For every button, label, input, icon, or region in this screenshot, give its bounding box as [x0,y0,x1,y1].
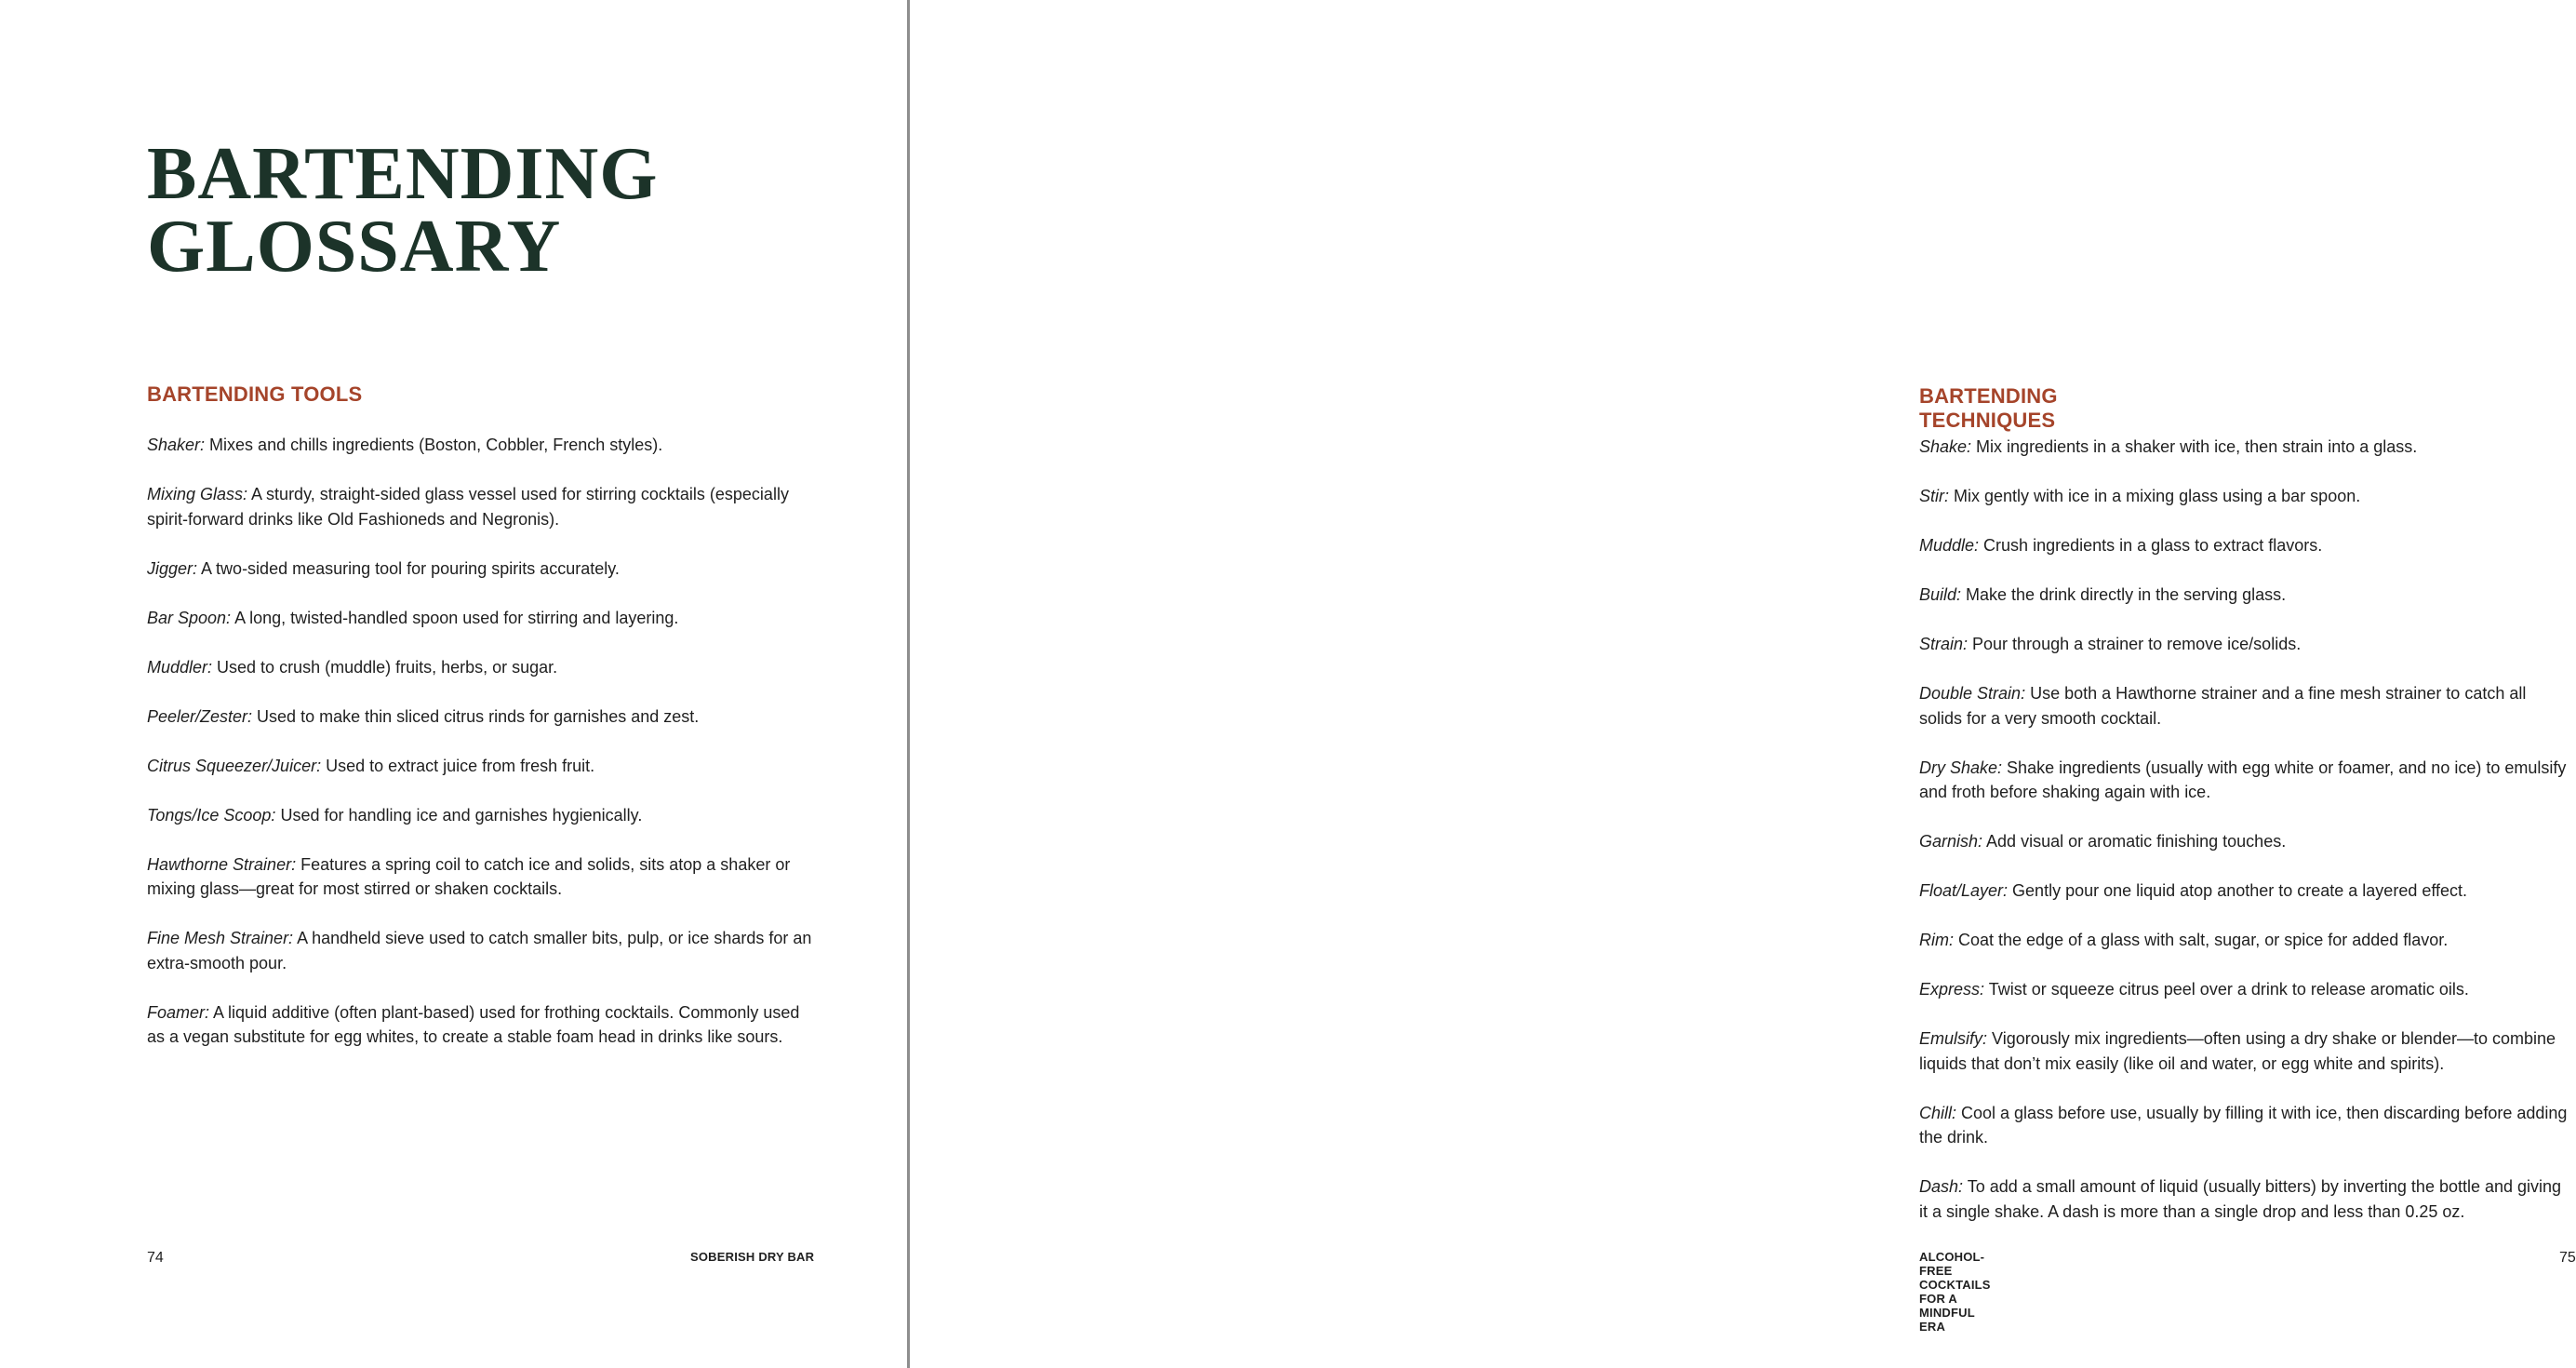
glossary-term: Shake: [1919,437,1972,456]
glossary-definition: Vigorously mix ingredients—often using a dry shake or blender—to combine liquids that don’t mix easily (like oil and water, or egg white and spirits). [1919,1029,2556,1073]
glossary-term: Emulsify: [1919,1029,1988,1048]
glossary-definition: Gently pour one liquid atop another to create a layered effect. [2008,881,2468,900]
glossary-entry [1919,632,2570,657]
left-page-number: 74 [147,1250,164,1266]
glossary-entry [1919,484,2570,509]
page-title [147,133,798,288]
glossary-term: Muddler: [147,657,213,677]
techniques-list [1919,435,2570,1249]
glossary-term: Dash: [1919,1177,1964,1196]
glossary-definition: A two-sided measuring tool for pouring spirits accurately. [197,558,620,578]
glossary-entry [147,606,817,631]
glossary-entry [1919,878,2570,904]
glossary-entry [1919,681,2570,731]
tools-list [147,433,817,1074]
glossary-definition: Pour through a strainer to remove ice/solids. [1968,635,2302,653]
glossary-definition: Coat the edge of a glass with salt, sugar, or spice for added flavor. [1954,931,2449,949]
glossary-term: Shaker: [147,436,206,454]
glossary-entry [1919,435,2570,460]
glossary-entry [1919,756,2570,805]
tools-heading: BARTENDING TOOLS [147,382,363,406]
glossary-term: Dry Shake: [1919,758,2003,777]
glossary-entry [1919,829,2570,854]
glossary-term: Jigger: [147,558,198,578]
glossary-definition: A handheld sieve used to catch smaller bits, pulp, or ice shards for an extra-smooth pour. [147,929,812,972]
right-page [910,0,2576,1368]
glossary-definition: Use both a Hawthorne strainer and a fine mesh strainer to catch all solids for a very smooth cocktail. [1919,684,2527,728]
glossary-term: Peeler/Zester: [147,706,253,726]
glossary-term: Fine Mesh Strainer: [147,929,294,947]
glossary-entry [147,482,817,531]
glossary-term: Strain: [1919,635,1969,653]
glossary-term: Tongs/Ice Scoop: [147,805,276,825]
glossary-definition: Add visual or aromatic finishing touches. [1982,832,2287,851]
page-title-line-2: GLOSSARY [147,206,562,288]
techniques-heading: BARTENDING TECHNIQUES [1919,384,2058,432]
glossary-entry [147,803,817,828]
glossary-definition: Cool a glass before use, usually by filling it with ice, then discarding before adding the drink. [1919,1103,2568,1147]
glossary-term: Muddle: [1919,536,1980,555]
glossary-term: Bar Spoon: [147,608,232,627]
glossary-entry [1919,977,2570,1002]
glossary-entry [147,557,817,582]
glossary-definition: A long, twisted-handled spoon used for stirring and layering. [231,608,679,627]
glossary-definition: Make the drink directly in the serving glass. [1961,585,2287,604]
glossary-definition: Shake ingredients (usually with egg white or foamer, and no ice) to emulsify and froth before shaking again with ice. [1919,758,2567,801]
glossary-definition: A sturdy, straight-sided glass vessel used for stirring cocktails (especially spirit-forward drinks like Old Fashioneds and Negronis). [147,485,789,529]
glossary-entry [147,754,817,779]
glossary-term: Hawthorne Strainer: [147,854,297,874]
glossary-term: Chill: [1919,1103,1957,1122]
glossary-definition: To add a small amount of liquid (usually bitters) by inverting the bottle and giving it a single shake. A dash is more than a single drop and less than 0.25 oz. [1919,1177,2562,1221]
left-page [0,0,907,1368]
glossary-entry [147,926,817,975]
glossary-term: Float/Layer: [1919,881,2009,900]
glossary-term: Garnish: [1919,832,1983,851]
glossary-definition: Used to extract juice from fresh fruit. [321,756,595,775]
glossary-definition: Used for handling ice and garnishes hygienically. [275,805,643,825]
glossary-entry [147,852,817,902]
glossary-definition: Mix ingredients in a shaker with ice, then strain into a glass. [1971,437,2418,456]
glossary-term: Rim: [1919,931,1954,949]
left-running-title: SOBERISH DRY BAR [690,1250,815,1264]
glossary-entry [1919,583,2570,608]
glossary-term: Foamer: [147,1002,210,1022]
glossary-definition: Crush ingredients in a glass to extract flavors. [1979,536,2323,555]
glossary-definition: Used to crush (muddle) fruits, herbs, or sugar. [212,657,558,677]
glossary-definition: Mixes and chills ingredients (Boston, Cobbler, French styles). [205,436,663,454]
glossary-entry [147,704,817,730]
glossary-entry [147,433,817,458]
glossary-term: Express: [1919,980,1985,999]
glossary-definition: Used to make thin sliced citrus rinds for garnishes and zest. [252,706,700,726]
right-running-title: ALCOHOL-FREE COCKTAILS FOR A MINDFUL ERA [1919,1250,1991,1334]
glossary-term: Stir: [1919,487,1950,505]
glossary-entry [1919,533,2570,558]
glossary-entry [1919,1174,2570,1224]
page-title-line-1: BARTENDING [147,133,659,215]
glossary-term: Citrus Squeezer/Juicer: [147,756,322,775]
glossary-term: Build: [1919,585,1962,604]
glossary-entry [1919,928,2570,953]
glossary-entry [147,655,817,680]
glossary-definition: Mix gently with ice in a mixing glass using a bar spoon. [1949,487,2361,505]
glossary-definition: Features a spring coil to catch ice and solids, sits atop a shaker or mixing glass—great for most stirred or shaken cocktails. [147,854,791,898]
glossary-entry [1919,1026,2570,1076]
glossary-entry [1919,1101,2570,1150]
glossary-definition: Twist or squeeze citrus peel over a drink to release aromatic oils. [1984,980,2469,999]
glossary-entry [147,1000,817,1050]
glossary-term: Mixing Glass: [147,485,248,503]
glossary-term: Double Strain: [1919,684,2026,703]
right-page-number: 75 [2559,1250,2576,1266]
glossary-definition: A liquid additive (often plant-based) used for frothing cocktails. Commonly used as a vegan substitute for egg whites, to create a stable foam head in drinks like sours. [147,1002,800,1046]
